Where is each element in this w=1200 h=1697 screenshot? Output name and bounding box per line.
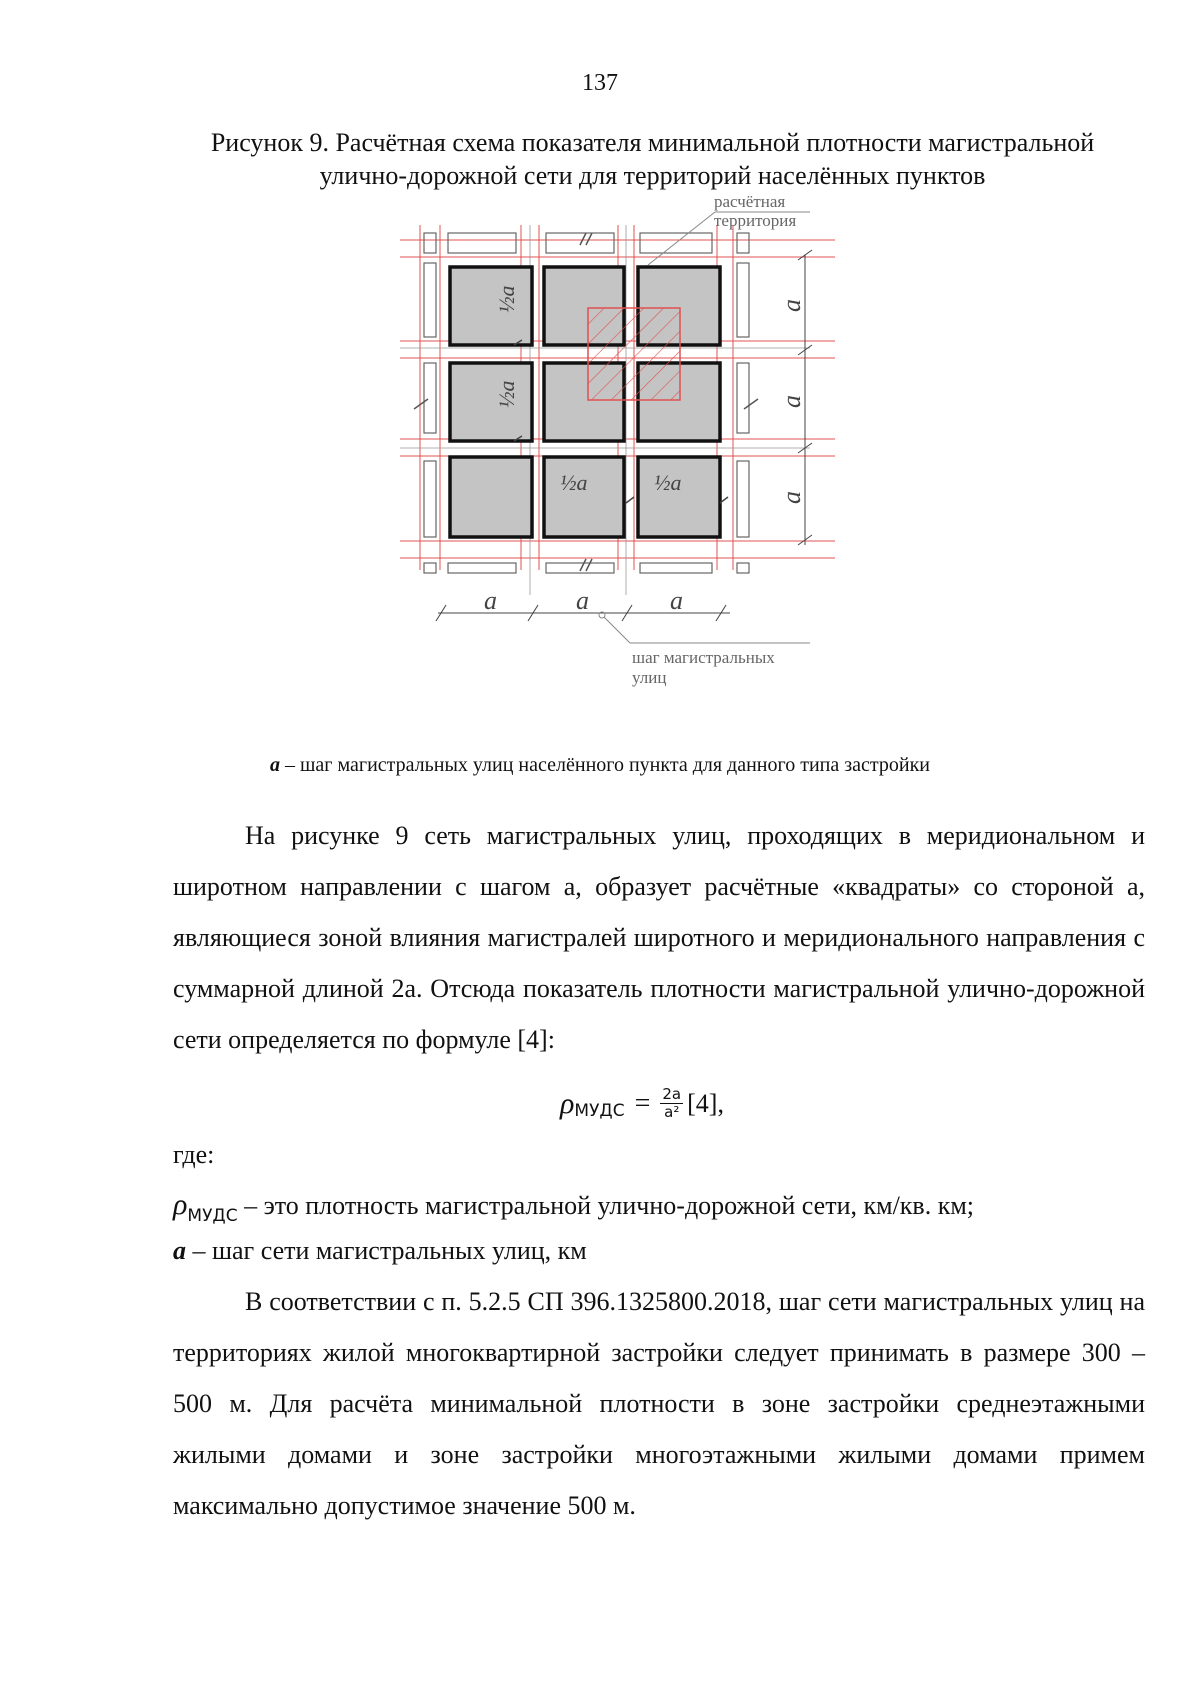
def-step-symbol: a — [173, 1236, 186, 1265]
formula-equals: = — [634, 1087, 651, 1119]
street-grid-diagram — [400, 195, 860, 740]
def-step-text: – шаг сети магистральных улиц, км — [186, 1236, 587, 1265]
half-a-label-2: ½a — [494, 380, 519, 408]
paragraph-1 — [173, 810, 1145, 1065]
paragraph-2 — [173, 1276, 1145, 1531]
formula-rho: ρ — [560, 1086, 575, 1120]
half-a-label-1: ½a — [494, 285, 519, 313]
density-formula — [560, 1086, 724, 1121]
figure-caption — [160, 126, 1145, 192]
caption-line-1: Рисунок 9. Расчётная схема показателя минимальной плотности магистральной — [210, 128, 1095, 157]
where-label: где: — [173, 1140, 215, 1169]
def-rho: ρ — [173, 1188, 188, 1221]
formula-numerator: 2a — [662, 1085, 682, 1103]
page-number: 137 — [582, 70, 618, 96]
definition-density — [173, 1188, 975, 1226]
dim-a-right-3: a — [777, 491, 806, 504]
paragraph-2-start: В соответствии с п. 5.2.5 СП 396.1325800.2018, шаг сети магистральных — [245, 1287, 1054, 1316]
territory-label-1: расчётная — [714, 195, 786, 211]
dim-a-bottom-3: a — [670, 586, 683, 615]
legend-text: – шаг магистральных улиц населённого пункта для данного типа застройки — [279, 754, 931, 776]
step-label-1: шаг магистральных — [632, 648, 775, 667]
figure-legend — [0, 754, 1200, 777]
dim-a-right-2: a — [777, 395, 806, 408]
caption-line-2: улично-дорожной сети для территорий населённых пунктов — [319, 161, 986, 190]
paragraph-1-start: На рисунке 9 сеть магистральных улиц, проходящих в меридиональном и — [245, 821, 1145, 850]
calculation-territory — [588, 308, 680, 400]
half-a-label-4: ½a — [654, 470, 682, 495]
dim-a-bottom-2: a — [576, 586, 589, 615]
formula-fraction — [660, 1086, 683, 1121]
paragraph-1-rest: широтном направлении с шагом a, образует расчётные «квадраты» со стороной a, являющиеся зоной влияния магистралей широтного и меридионального направления с суммарной длиной 2a. Отсюда показатель плотности магистральной улично-дорожной сети определяется по формуле [4]: — [173, 872, 1145, 1054]
dim-a-bottom-1: a — [484, 586, 497, 615]
definition-step — [173, 1236, 587, 1266]
dim-a-right-1: a — [777, 299, 806, 312]
step-label-2: улиц — [632, 668, 667, 687]
def-density-text: – это плотность магистральной улично-дорожной сети, км/кв. км; — [237, 1191, 975, 1220]
territory-label-2: территория — [714, 211, 797, 230]
half-a-label-3: ½a — [560, 470, 588, 495]
legend-symbol: a — [269, 754, 280, 776]
def-subscript: МУДС — [187, 1206, 238, 1226]
formula-reference: [4], — [687, 1088, 724, 1118]
formula-denominator: a² — [664, 1103, 680, 1121]
paragraph-2-rest: улиц на территориях жилой многоквартирной застройки следует принимать в размере 300 – 500 м. Для расчёта минимальной плотности в зоне застройки среднеэтажными жилыми домами и зоне застройки многоэтажными жилыми домами примем максимально допустимое значение 500 м. — [173, 1287, 1145, 1520]
formula-subscript: МУДС — [574, 1100, 625, 1121]
